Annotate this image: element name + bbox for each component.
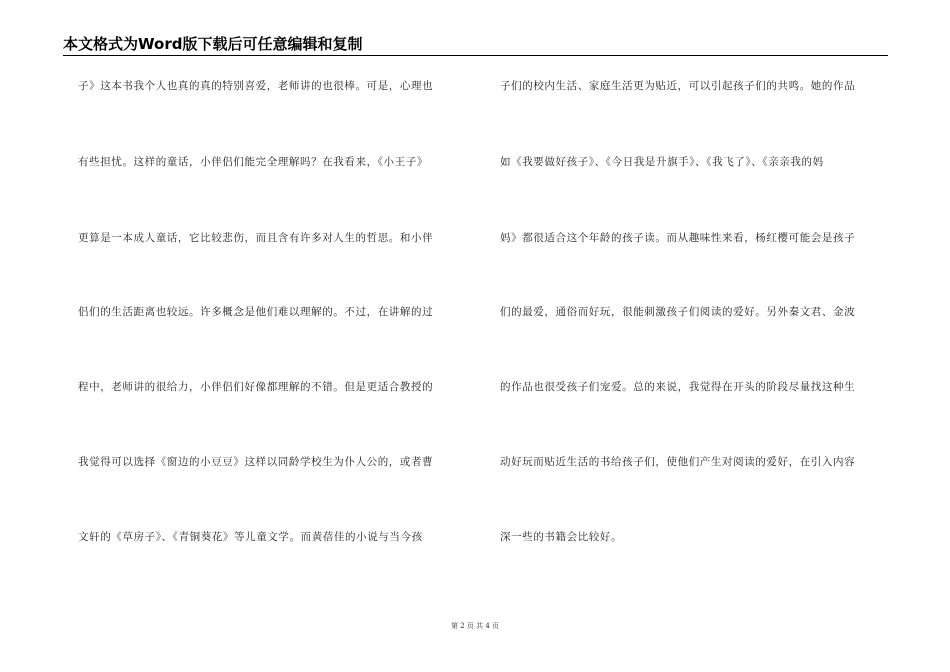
page-number: 第 2 页 共 4 页 [450,622,500,630]
text-line: 妈》都很适合这个年龄的孩子读。而从趣味性来看，杨红樱可能会是孩子 [500,232,856,244]
text-line: 文轩的《草房子》、《青铜葵花》等儿童文学。而黄蓓佳的小说与当今孩 [78,531,423,543]
text-line: 动好玩而贴近生活的书给孩子们，使他们产生对阅读的爱好，在引入内容 [500,456,856,468]
text-line: 程中，老师讲的很给力，小伴侣们好像都理解的不错。但是更适合教授的 [78,381,434,393]
text-line: 深一些的书籍会比较好。 [500,531,623,543]
text-line: 的作品也很受孩子们宠爱。总的来说，我觉得在开头的阶段尽量找这种生 [500,381,856,393]
text-line: 我觉得可以选择《窗边的小豆豆》这样以同龄学校生为仆人公的，或者曹 [78,456,434,468]
document-header-title: 本文格式为Word版下载后可任意编辑和复制 [63,35,363,53]
header-divider [63,55,888,56]
text-line: 们的最爱，通俗而好玩，很能刺激孩子们阅读的爱好。另外秦文君、金波 [500,306,856,318]
text-line: 更算是一本成人童话，它比较悲伤，而且含有许多对人生的哲思。和小伴 [78,232,434,244]
text-line: 子们的校内生活、家庭生活更为贴近，可以引起孩子们的共鸣。她的作品 [500,80,856,92]
text-line: 如《我要做好孩子》、《今日我是升旗手》、《我飞了》、《亲亲我的妈 [500,156,824,168]
text-line: 侣们的生活距离也较远。许多概念是他们难以理解的。不过，在讲解的过 [78,306,434,318]
text-line: 有些担忧。这样的童话，小伴侣们能完全理解吗？在我看来，《小王子》 [78,156,428,168]
text-line: 子》这本书我个人也真的真的特别喜爱，老师讲的也很棒。可是，心理也 [78,80,434,92]
